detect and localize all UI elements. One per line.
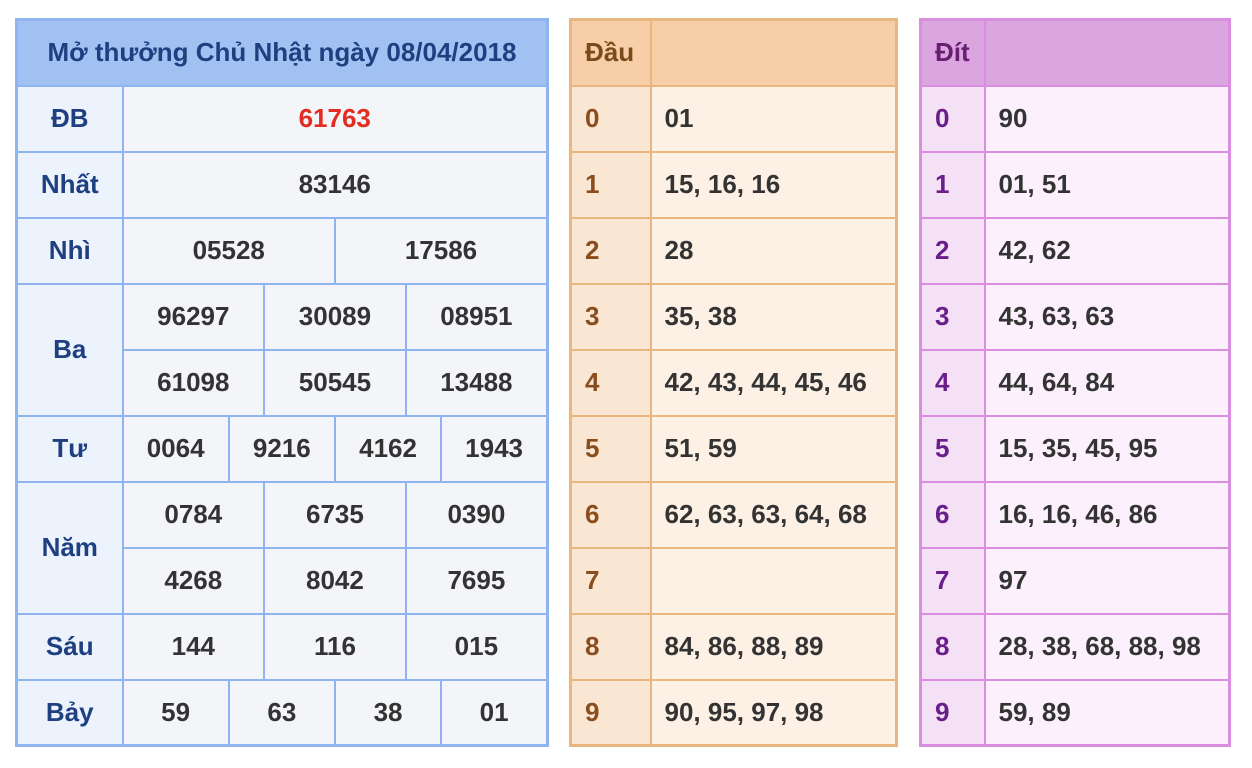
dau-nums: 90, 95, 97, 98 [651, 680, 897, 746]
dau-key: 3 [571, 284, 651, 350]
dit-key: 3 [921, 284, 985, 350]
prize-value-ba: 13488 [406, 350, 548, 416]
prize-value-tu: 1943 [441, 416, 547, 482]
prize-row-nhat [17, 152, 548, 218]
prize-row-tu [17, 416, 548, 482]
dit-key: 9 [921, 680, 985, 746]
prize-value-nam: 7695 [406, 548, 548, 614]
dit-nums: 44, 64, 84 [985, 350, 1230, 416]
dau-header: Đầu [571, 20, 651, 86]
prize-value-nam: 0784 [123, 482, 265, 548]
prize-label-nam: Năm [17, 482, 123, 614]
dau-key: 6 [571, 482, 651, 548]
prize-row-ba [17, 284, 548, 350]
dit-row [921, 350, 1230, 416]
dit-key: 1 [921, 152, 985, 218]
results-title-row [17, 20, 548, 86]
prize-value-db: 61763 [123, 86, 548, 152]
dit-nums: 28, 38, 68, 88, 98 [985, 614, 1230, 680]
prize-label-sau: Sáu [17, 614, 123, 680]
dit-row [921, 614, 1230, 680]
prize-row-sau [17, 614, 548, 680]
dau-header-row [571, 20, 897, 86]
prize-value-ba: 96297 [123, 284, 265, 350]
results-title: Mở thưởng Chủ Nhật ngày 08/04/2018 [17, 20, 548, 86]
dau-row [571, 350, 897, 416]
prize-value-bay: 38 [335, 680, 441, 746]
dit-nums: 15, 35, 45, 95 [985, 416, 1230, 482]
prize-label-tu: Tư [17, 416, 123, 482]
dau-key: 0 [571, 86, 651, 152]
dit-key: 2 [921, 218, 985, 284]
prize-value-ba: 08951 [406, 284, 548, 350]
prize-value-nhi: 17586 [335, 218, 548, 284]
dau-key: 9 [571, 680, 651, 746]
dau-row [571, 680, 897, 746]
dau-nums: 84, 86, 88, 89 [651, 614, 897, 680]
dit-key: 4 [921, 350, 985, 416]
dau-header-empty [651, 20, 897, 86]
dit-row [921, 680, 1230, 746]
dau-nums: 62, 63, 63, 64, 68 [651, 482, 897, 548]
dau-row [571, 548, 897, 614]
dit-key: 7 [921, 548, 985, 614]
prize-value-sau: 144 [123, 614, 265, 680]
prize-row-nhi [17, 218, 548, 284]
dau-row [571, 614, 897, 680]
dau-key: 8 [571, 614, 651, 680]
dit-nums: 01, 51 [985, 152, 1230, 218]
dit-table [919, 18, 1231, 747]
dau-row [571, 86, 897, 152]
prize-value-tu: 4162 [335, 416, 441, 482]
dit-key: 6 [921, 482, 985, 548]
prize-value-nhat: 83146 [123, 152, 548, 218]
prize-label-db: ĐB [17, 86, 123, 152]
dit-row [921, 152, 1230, 218]
prize-value-nam: 4268 [123, 548, 265, 614]
dit-key: 8 [921, 614, 985, 680]
dau-nums: 28 [651, 218, 897, 284]
prize-value-bay: 01 [441, 680, 547, 746]
dau-nums: 35, 38 [651, 284, 897, 350]
dau-table [569, 18, 898, 747]
dit-header: Đít [921, 20, 985, 86]
prize-label-ba: Ba [17, 284, 123, 416]
dau-key: 7 [571, 548, 651, 614]
dit-key: 5 [921, 416, 985, 482]
dau-nums: 42, 43, 44, 45, 46 [651, 350, 897, 416]
prize-row-bay [17, 680, 548, 746]
dit-nums: 97 [985, 548, 1230, 614]
dau-nums [651, 548, 897, 614]
dau-nums: 15, 16, 16 [651, 152, 897, 218]
dit-row [921, 482, 1230, 548]
prize-value-nam: 0390 [406, 482, 548, 548]
prize-value-tu: 9216 [229, 416, 335, 482]
prize-label-bay: Bảy [17, 680, 123, 746]
dau-nums: 51, 59 [651, 416, 897, 482]
prize-value-nam: 8042 [264, 548, 406, 614]
dau-row [571, 416, 897, 482]
dit-row [921, 416, 1230, 482]
dit-nums: 42, 62 [985, 218, 1230, 284]
prize-value-sau: 116 [264, 614, 406, 680]
prize-value-ba: 61098 [123, 350, 265, 416]
dau-key: 5 [571, 416, 651, 482]
dit-key: 0 [921, 86, 985, 152]
dau-key: 2 [571, 218, 651, 284]
dau-row [571, 152, 897, 218]
prize-value-ba: 30089 [264, 284, 406, 350]
dau-nums: 01 [651, 86, 897, 152]
dau-row [571, 218, 897, 284]
prize-value-nhi: 05528 [123, 218, 335, 284]
prize-row-nam [17, 482, 548, 548]
prize-value-bay: 63 [229, 680, 335, 746]
dit-nums: 59, 89 [985, 680, 1230, 746]
prize-value-bay: 59 [123, 680, 229, 746]
dit-header-row [921, 20, 1230, 86]
dit-nums: 43, 63, 63 [985, 284, 1230, 350]
dit-nums: 90 [985, 86, 1230, 152]
dau-key: 1 [571, 152, 651, 218]
dit-row [921, 548, 1230, 614]
prize-value-tu: 0064 [123, 416, 229, 482]
prize-value-sau: 015 [406, 614, 548, 680]
dau-row [571, 482, 897, 548]
dit-row [921, 284, 1230, 350]
dit-nums: 16, 16, 46, 86 [985, 482, 1230, 548]
dit-header-empty [985, 20, 1230, 86]
prize-value-ba: 50545 [264, 350, 406, 416]
dau-key: 4 [571, 350, 651, 416]
dit-row [921, 218, 1230, 284]
dau-row [571, 284, 897, 350]
prize-value-nam: 6735 [264, 482, 406, 548]
prize-row-db [17, 86, 548, 152]
dit-row [921, 86, 1230, 152]
prize-label-nhi: Nhì [17, 218, 123, 284]
results-table [15, 18, 549, 747]
prize-label-nhat: Nhất [17, 152, 123, 218]
